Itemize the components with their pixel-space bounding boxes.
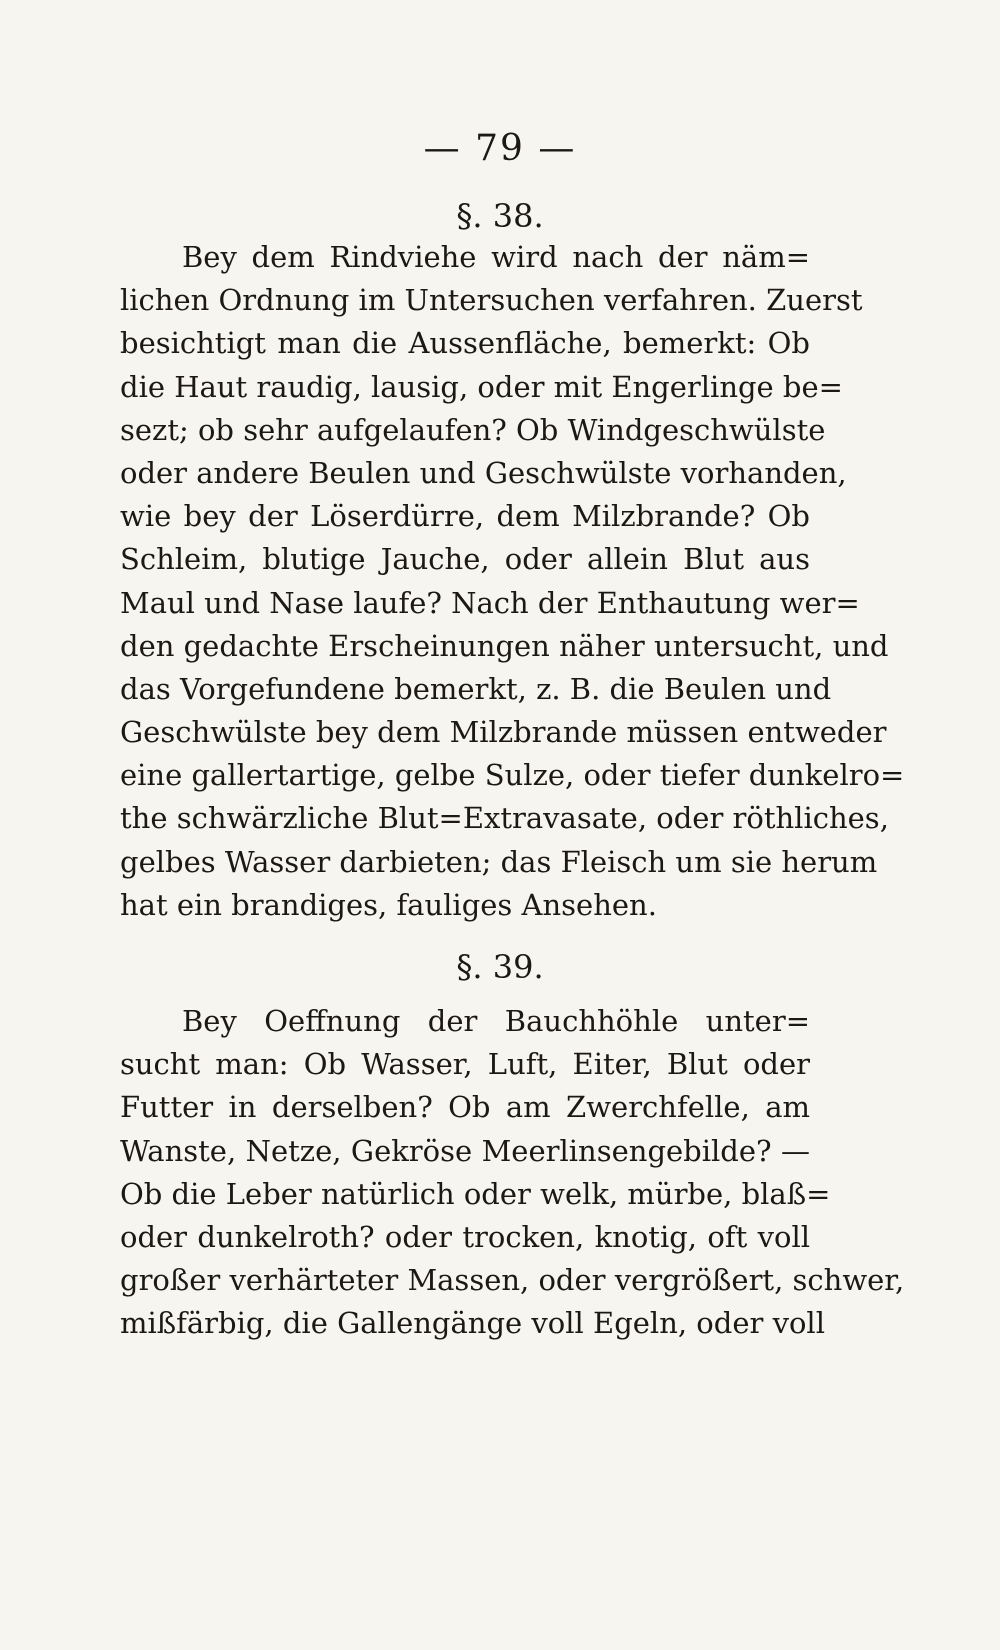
text-line: sucht man: Ob Wasser, Luft, Eiter, Blut oder: [120, 1047, 810, 1082]
text-line: gelbes Wasser darbieten; das Fleisch um sie herum: [120, 844, 878, 879]
text-line: eine gallertartige, gelbe Sulze, oder tiefer dunkelro=: [120, 758, 905, 793]
text-line: oder dunkelroth? oder trocken, knotig, oft voll: [120, 1219, 810, 1254]
text-line: Futter in derselben? Ob am Zwerchfelle, am: [120, 1090, 810, 1125]
section-heading-38: §. 38.: [456, 197, 544, 235]
section-body-38: [120, 236, 905, 927]
text-line: Bey Oeffnung der Bauchhöhle unter=: [182, 1004, 810, 1038]
text-line: Schleim, blutige Jauche, oder allein Blut aus: [120, 542, 810, 577]
text-line: sezt; ob sehr aufgelaufen? Ob Windgeschwülste: [120, 412, 826, 447]
text-line: wie bey der Löserdürre, dem Milzbrande? Ob: [120, 499, 810, 534]
text-line: Ob die Leber natürlich oder welk, mürbe, blaß=: [120, 1176, 831, 1211]
text-line: lichen Ordnung im Untersuchen verfahren. Zuerst: [120, 283, 863, 318]
text-line: mißfärbig, die Gallengänge voll Egeln, oder voll: [120, 1306, 825, 1341]
text-line: den gedachte Erscheinungen näher untersucht, und: [120, 628, 889, 663]
text-line: Maul und Nase laufe? Nach der Enthautung wer=: [120, 585, 860, 620]
section-body-39: [120, 1000, 905, 1346]
section-heading-39: §. 39.: [456, 948, 544, 986]
text-line: Wanste, Netze, Gekröse Meerlinsengebilde? —: [120, 1133, 810, 1168]
page-number: — 79 —: [423, 128, 577, 169]
text-line: oder andere Beulen und Geschwülste vorhanden,: [120, 455, 847, 490]
text-line: das Vorgefundene bemerkt, z. B. die Beulen und: [120, 671, 832, 706]
text-line: Geschwülste bey dem Milzbrande müssen entweder: [120, 715, 887, 750]
text-line: hat ein brandiges, fauliges Ansehen.: [120, 887, 657, 922]
text-line: the schwärzliche Blut=Extravasate, oder röthliches,: [120, 801, 889, 836]
text-line: Bey dem Rindviehe wird nach der näm=: [182, 240, 810, 274]
text-line: großer verhärteter Massen, oder vergrößert, schwer,: [120, 1263, 905, 1298]
text-line: besichtigt man die Aussenfläche, bemerkt: Ob: [120, 326, 810, 361]
text-line: die Haut raudig, lausig, oder mit Engerlinge be=: [120, 369, 843, 404]
